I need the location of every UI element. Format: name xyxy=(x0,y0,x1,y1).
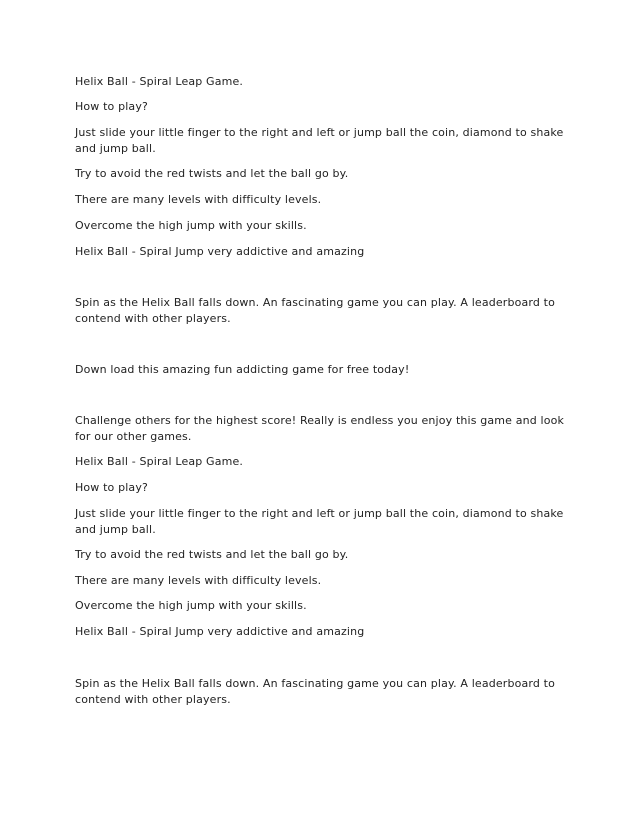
paragraph-spin: Spin as the Helix Ball falls down. An fascinating game you can play. A leaderboard to contend with other players. xyxy=(75,677,555,706)
paragraph-avoid-twists: Try to avoid the red twists and let the ball go by. xyxy=(75,167,349,180)
paragraph-how-to-play: How to play? xyxy=(75,100,148,113)
paragraph-download: Down load this amazing fun addicting game for free today! xyxy=(75,363,410,376)
paragraph-spin: Spin as the Helix Ball falls down. An fascinating game you can play. A leaderboard to contend with other players. xyxy=(75,296,555,325)
paragraph-levels: There are many levels with difficulty levels. xyxy=(75,193,322,206)
paragraph-avoid-twists: Try to avoid the red twists and let the ball go by. xyxy=(75,548,349,561)
paragraph-how-to-play: How to play? xyxy=(75,481,148,494)
paragraph-high-jump: Overcome the high jump with your skills. xyxy=(75,599,307,612)
paragraph-title: Helix Ball - Spiral Leap Game. xyxy=(75,455,244,468)
paragraph-instructions: Just slide your little finger to the right and left or jump ball the coin, diamond to shake and jump ball. xyxy=(75,126,564,155)
paragraph-levels: There are many levels with difficulty levels. xyxy=(75,574,322,587)
paragraph-challenge: Challenge others for the highest score! Really is endless you enjoy this game and look for our other games. xyxy=(75,414,564,443)
paragraph-addictive: Helix Ball - Spiral Jump very addictive and amazing xyxy=(75,245,365,258)
paragraph-addictive: Helix Ball - Spiral Jump very addictive and amazing xyxy=(75,625,365,638)
paragraph-high-jump: Overcome the high jump with your skills. xyxy=(75,219,307,232)
paragraph-title: Helix Ball - Spiral Leap Game. xyxy=(75,75,244,88)
paragraph-instructions: Just slide your little finger to the right and left or jump ball the coin, diamond to shake and jump ball. xyxy=(75,507,564,536)
